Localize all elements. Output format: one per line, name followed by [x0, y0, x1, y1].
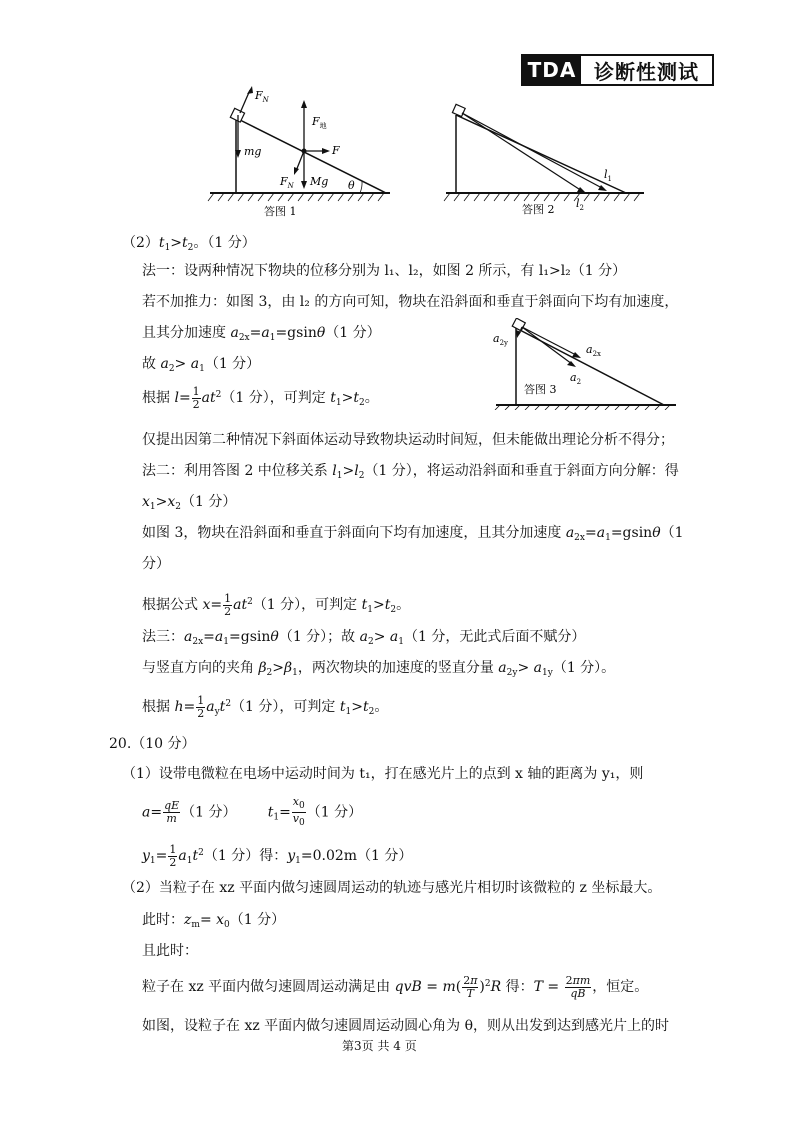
page-footer: 第3页 共 4 页	[342, 1039, 417, 1053]
q20-part2-line4: 粒子在 xz 平面内做匀速圆周运动满足由 qvB = m( $\frac{2\pi}{T}$ )$^2$R 得：T = $\frac{2\pi m}{qB}$ ，恒定。	[142, 973, 649, 1000]
q20-part1-line2: a= $\frac{qE}{m}$ （1 分） $t_1=$ $\frac{x_0}{v_0}$ （1 分）	[142, 795, 363, 828]
label-f-di: $F_地$	[312, 115, 327, 130]
label-l2: $l_2$	[576, 197, 584, 212]
q20-part2-line2: 此时：$z_m= x_0(1$ 分）	[142, 912, 286, 930]
method1-line3: 且其分加速度 $a_{2x}=a_1=gsin\theta(1$ 分）	[142, 325, 381, 343]
q20-part1-line1: （1）设带电微粒在电场中运动时间为 t₁，打在感光片上的点到 x 轴的距离为 y₁，则	[122, 766, 644, 782]
q20-part1-line3: $y_1=$ $\frac{1}{2}$ $a_1t^2(1$ 分）得：$y_1=0.02m(1$ 分）	[142, 842, 413, 869]
method3-line2: 与竖直方向的夹角 $\beta_2>\beta_1$，两次物块的加速度的竖直分量 $a_{2y}> a_{1y}(1$ 分）。	[142, 660, 616, 678]
q19-part2-title: $(2)t_1>t_2$。（1 分）	[122, 235, 256, 253]
logo-tda: TDA	[523, 56, 581, 84]
method1-line4: 故 $a_2> a_1(1$ 分）	[142, 356, 261, 374]
method2-line1: 法二：利用答图 2 中位移关系 $l_1>l_2(1$ 分），将运动沿斜面和垂直于斜面方向分解：得	[142, 463, 679, 481]
method1-note: 仅提出因第二种情况下斜面体运动导致物块运动时间短，但未能做出理论分析不得分；	[142, 432, 674, 448]
figure-2	[440, 100, 650, 220]
label-fn-bottom: $F_N$	[280, 175, 294, 190]
method2-line5: 根据公式 x= $\frac{1}{2}$ $at^2(1$ 分），可判定 $t_1>t_2$。	[142, 591, 411, 618]
label-big-mg: Mg	[310, 175, 329, 188]
method2-line2: $x_1>x_2(1$ 分）	[142, 494, 237, 512]
figure-1	[200, 85, 400, 220]
label-f: F	[332, 144, 340, 157]
label-mg: mg	[244, 145, 262, 158]
logo-title: 诊断性测试	[594, 59, 699, 84]
q20-part2-line1: （2）当粒子在 xz 平面内做匀速圆周运动的轨迹与感光片相切时该微粒的 z 坐标最大。	[122, 880, 662, 896]
figure-3	[490, 318, 690, 410]
brand-logo	[521, 54, 714, 86]
label-l1: $l_1$	[604, 168, 612, 183]
q20-title: 20.（10 分）	[109, 736, 196, 752]
q20-part2-line3: 且此时：	[142, 943, 198, 959]
label-a2: $a_2$	[570, 371, 582, 386]
method1-line1: 法一：设两种情况下物块的位移分别为 l₁、l₂，如图 2 所示，有 l₁>l₂（1 分）	[142, 263, 627, 279]
figure-2-caption: 答图 2	[522, 203, 555, 216]
q20-part2-line5: 如图，设粒子在 xz 平面内做匀速圆周运动圆心角为 θ，则从出发到达到感光片上的时	[142, 1018, 670, 1034]
label-a2x: $a_{2x}$	[586, 343, 601, 358]
label-fn-top: $F_N$	[255, 89, 269, 104]
method3-line1: 法三：$a_{2x}=a_1=gsin\theta(1$ 分）；故 $a_2> a_1(1$ 分，无此式后面不赋分）	[142, 629, 586, 647]
method1-line2: 若不加推力：如图 3，由 l₂ 的方向可知，物块在沿斜面和垂直于斜面向下均有加速度，	[142, 294, 679, 310]
figure-3-caption: 答图 3	[524, 383, 557, 396]
method1-line5: 根据 l= $\frac{1}{2}$ $at^2(1$ 分），可判定 $t_1>t_2$。	[142, 384, 379, 411]
method2-line4: 分）	[142, 556, 170, 572]
figure-1-caption: 答图 1	[264, 205, 297, 218]
label-theta: θ	[348, 179, 355, 192]
method3-line3: 根据 h= $\frac{1}{2}$ $a_yt^2(1$ 分），可判定 $t_1>t_2$。	[142, 693, 389, 720]
label-a2y: $a_{2y}$	[493, 332, 508, 347]
method2-line3: 如图 3，物块在沿斜面和垂直于斜面向下均有加速度，且其分加速度 $a_{2x}=a_1=gsin\theta(1$	[142, 525, 684, 543]
